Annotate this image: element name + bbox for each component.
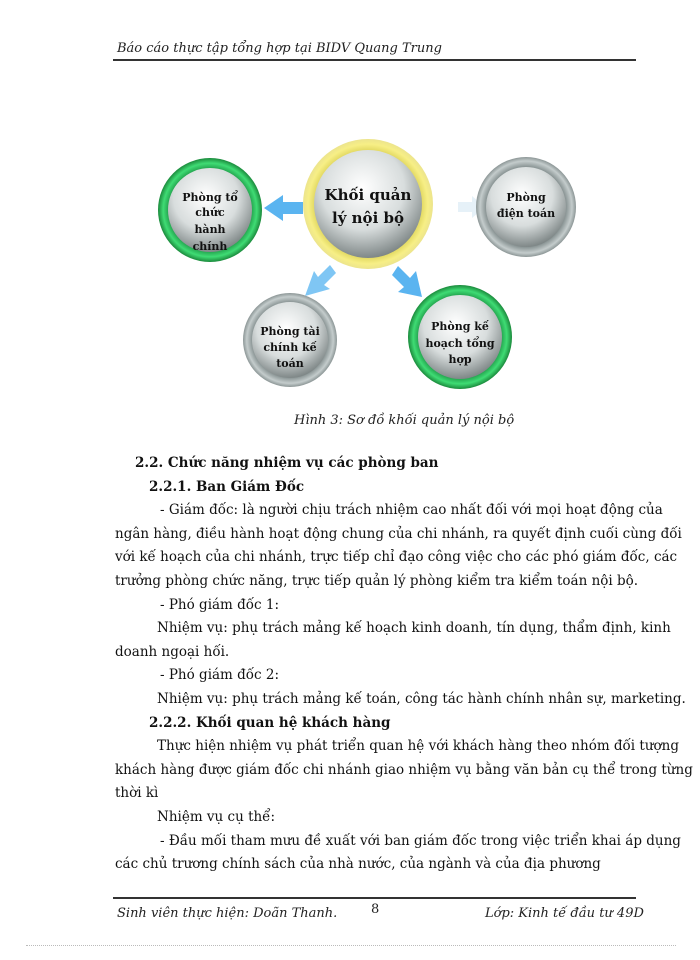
duty-title: Nhiệm vụ cụ thể: bbox=[157, 808, 276, 825]
paragraph-line: thời kì bbox=[115, 785, 159, 802]
paragraph-line: Thực hiện nhiệm vụ phát triển quan hệ với khách hàng theo nhóm đối tượng bbox=[157, 738, 680, 755]
subsection-title-khach-hang: 2.2.2. Khối quan hệ khách hàng bbox=[149, 714, 391, 731]
paragraph-line: trưởng phòng chức năng, trực tiếp quản lý phòng kiểm tra kiểm toán nội bộ. bbox=[115, 572, 639, 589]
header-rule bbox=[113, 59, 636, 61]
org-diagram bbox=[150, 150, 556, 410]
document-body bbox=[115, 452, 693, 877]
node-left-line-4: chính bbox=[192, 240, 228, 253]
page-number: 8 bbox=[371, 902, 380, 917]
node-to-chuc-hanh-chinh bbox=[158, 158, 262, 262]
footer-student: Sinh viên thực hiện: Doãn Thanh. bbox=[117, 906, 338, 921]
arrow-left bbox=[264, 195, 303, 221]
page-bottom-divider bbox=[26, 945, 676, 946]
node-right-line-2: điện toán bbox=[496, 207, 556, 220]
node-left-line-1: Phòng tổ bbox=[182, 191, 238, 204]
paragraph-line: khách hàng được giám đốc chi nhánh giao nhiệm vụ bằng văn bản cụ thể trong từng bbox=[115, 761, 693, 778]
footer-rule bbox=[113, 897, 636, 899]
node-left-line-2: chức bbox=[195, 206, 225, 219]
node-dien-toan bbox=[476, 157, 576, 257]
node-ke-hoach-tong-hop bbox=[408, 285, 512, 389]
paragraph-line: với kế hoạch của chi nhánh, trực tiếp chỉ đạo công việc cho các phó giám đốc, các bbox=[115, 549, 678, 566]
node-br-line-1: Phòng kế bbox=[431, 320, 489, 333]
center-line-2: lý nội bộ bbox=[332, 209, 404, 227]
node-right-line-1: Phòng bbox=[506, 191, 546, 204]
pgd2-label: - Phó giám đốc 2: bbox=[160, 667, 280, 684]
node-center bbox=[303, 139, 433, 269]
section-title: 2.2. Chức năng nhiệm vụ các phòng ban bbox=[135, 455, 439, 471]
node-br-line-3: hợp bbox=[448, 353, 472, 366]
paragraph-line: Nhiệm vụ: phụ trách mảng kế hoạch kinh doanh, tín dụng, thẩm định, kinh bbox=[157, 620, 671, 637]
subsection-title-ban-giam-doc: 2.2.1. Ban Giám Đốc bbox=[149, 478, 305, 495]
node-bl-line-3: toán bbox=[276, 357, 304, 370]
paragraph-line: doanh ngoại hối. bbox=[115, 643, 230, 660]
node-tai-chinh-ke-toan bbox=[243, 293, 337, 387]
center-line-1: Khối quản bbox=[324, 186, 412, 204]
node-left-line-3: hành bbox=[194, 223, 226, 236]
node-br-line-2: hoạch tổng bbox=[425, 337, 495, 350]
paragraph-line: - Đầu mối tham mưu đề xuất với ban giám đốc trong việc triển khai áp dụng bbox=[160, 832, 681, 849]
node-bl-line-1: Phòng tài bbox=[260, 325, 320, 338]
paragraph-line: các chủ trương chính sách của nhà nước, của ngành và của địa phương bbox=[115, 856, 601, 873]
footer-class: Lớp: Kinh tế đầu tư 49D bbox=[485, 906, 644, 921]
arrow-down-right bbox=[392, 266, 422, 297]
figure-caption: Hình 3: Sơ đồ khối quản lý nội bộ bbox=[294, 413, 515, 428]
paragraph-line: ngân hàng, điều hành hoạt động chung của chi nhánh, ra quyết định cuối cùng đối bbox=[115, 525, 682, 542]
paragraph-line: - Giám đốc: là người chịu trách nhiệm cao nhất đối với mọi hoạt động của bbox=[160, 502, 663, 519]
page-header: Báo cáo thực tập tổng hợp tại BIDV Quang Trung bbox=[117, 41, 442, 56]
node-bl-line-2: chính kế bbox=[263, 341, 317, 354]
pgd1-label: - Phó giám đốc 1: bbox=[160, 596, 280, 613]
arrow-down-left bbox=[305, 265, 336, 296]
paragraph-line: Nhiệm vụ: phụ trách mảng kế toán, công tác hành chính nhân sự, marketing. bbox=[157, 690, 686, 707]
